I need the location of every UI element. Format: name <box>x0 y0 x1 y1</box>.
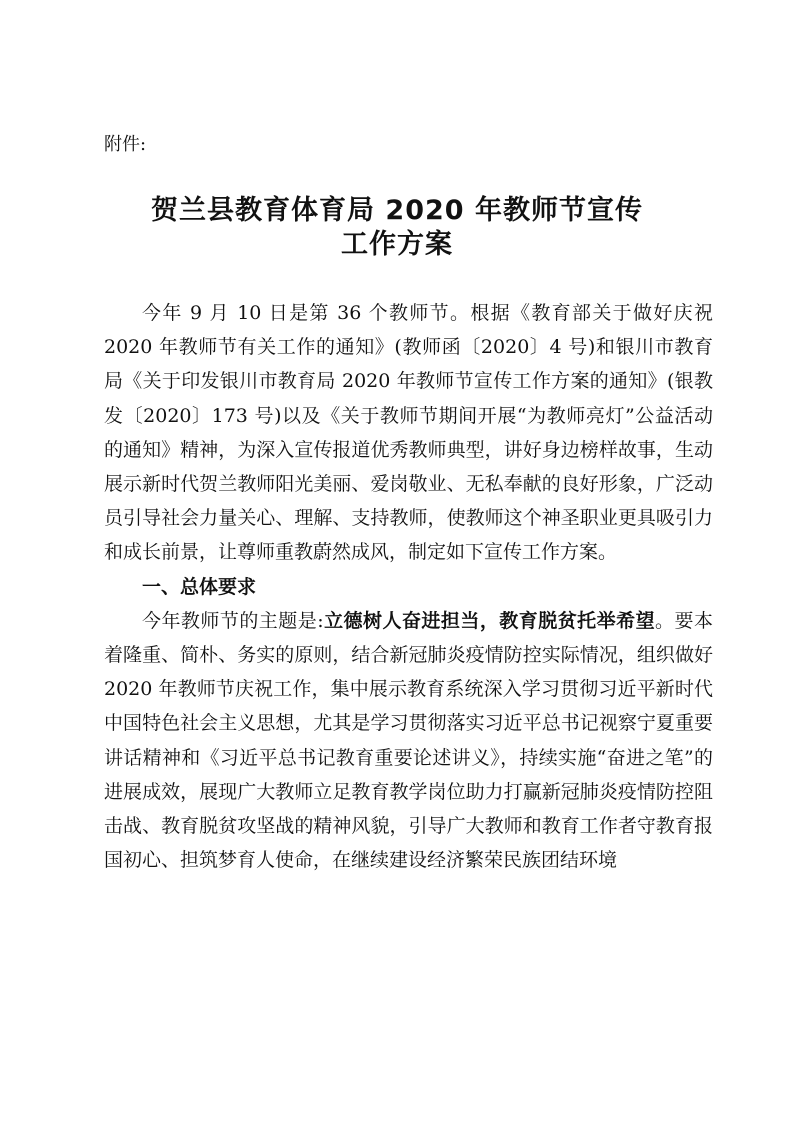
theme-rest-text: 。要本着隆重、简朴、务实的原则，结合新冠肺炎疫情防控实际情况，组织做好 2020 年教师节庆祝工作，集中展示教育系统深入学习贯彻习近平新时代中国特色社会主义思想，尤其是学习贯彻落实习近平总书记视察宁夏重要讲话精神和《习近平总书记教育重要论述讲义》，持续实施“奋进之笔”的进展成效，展现广大教师立足教育教学岗位助力打赢新冠肺炎疫情防控阻击战、教育脱贫攻坚战的精神风貌，引导广大教师和教育工作者守教育报国初心、担筑梦育人使命，在继续建设经济繁荣民族团结环境 <box>104 609 713 872</box>
document-body <box>104 296 713 877</box>
theme-bold-text: 立德树人奋进担当，教育脱贫托举希望 <box>323 609 656 632</box>
document-title-line-1: 贺兰县教育体育局 2020 年教师节宣传 <box>151 195 643 226</box>
section-paragraph-theme <box>104 604 713 878</box>
section-heading-general-requirements: 一、总体要求 <box>142 575 257 598</box>
theme-lead-text: 今年教师节的主题是: <box>142 609 324 632</box>
intro-paragraph: 今年 9 月 10 日是第 36 个教师节。根据《教育部关于做好庆祝 2020 年教师节有关工作的通知》(教师函〔2020〕4 号)和银川市教育局《关于印发银川市教育局 2020 年教师节宣传工作方案的通知》(银教发〔2020〕173 号)以及《关于教师节期间开展“为教师亮灯”公益活动的通知》精神，为深入宣传报道优秀教师典型，讲好身边榜样故事，生动展示新时代贺兰教师阳光美丽、爱岗敬业、无私奉献的良好形象，广泛动员引导社会力量关心、理解、支持教师，使教师这个神圣职业更具吸引力和成长前景，让尊师重教蔚然成风，制定如下宣传工作方案。 <box>104 302 713 564</box>
attachment-label: 附件: <box>104 134 147 155</box>
document-title-line-2: 工作方案 <box>341 229 453 260</box>
